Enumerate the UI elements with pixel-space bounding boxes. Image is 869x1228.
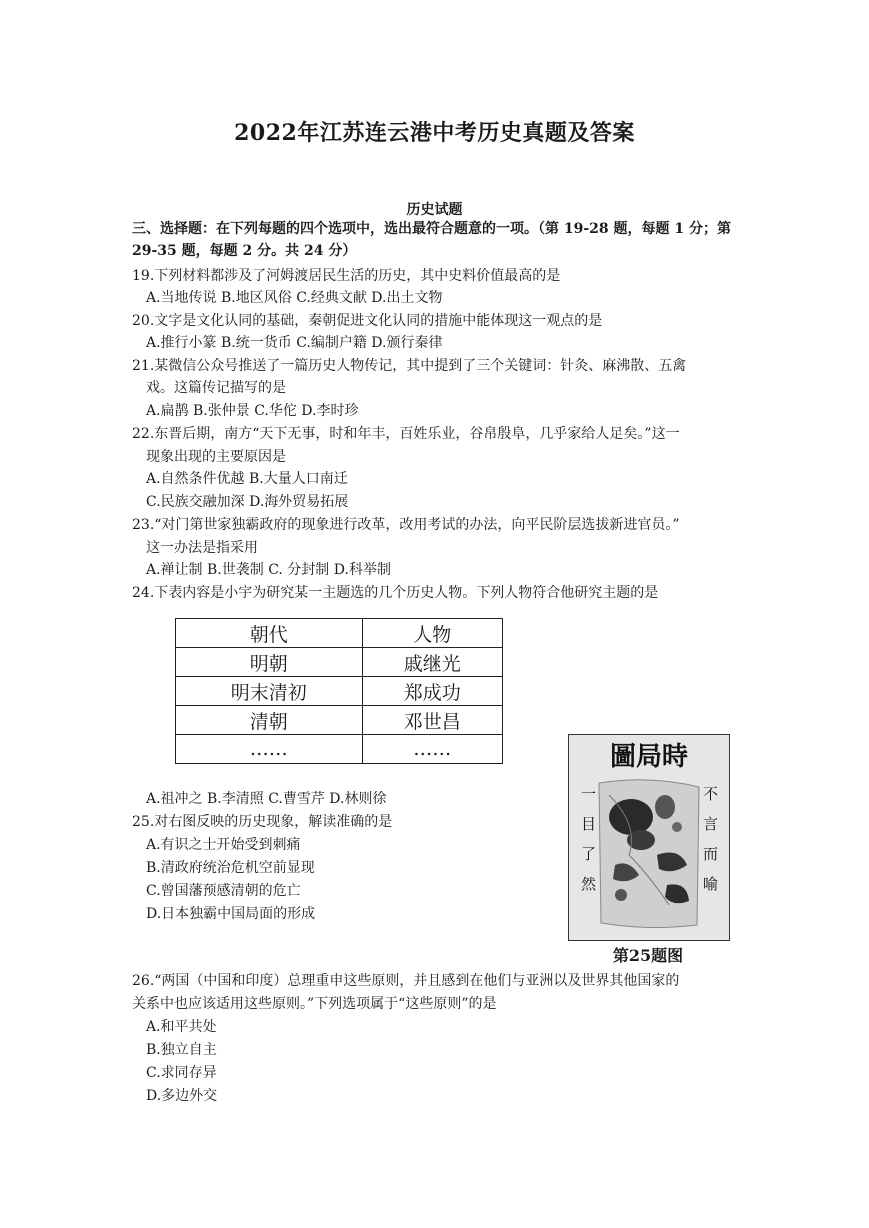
q25-stem: 25.对右图反映的历史现象，解读准确的是 [132, 814, 393, 830]
table-cell: 人物 [362, 619, 503, 648]
cartoon-illustration [569, 735, 729, 940]
q22-options-row2: C.民族交融加深 D.海外贸易拓展 [146, 494, 349, 510]
q22-stem-line1: 22.东晋后期，南方“天下无事，时和年丰，百姓乐业，谷帛殷阜，几乎家给人足矣。”这一 [132, 426, 680, 442]
q19-options: A.当地传说 B.地区风俗 C.经典文献 D.出土文物 [146, 290, 443, 306]
q20-stem: 20.文字是文化认同的基础，秦朝促进文化认同的措施中能体现这一观点的是 [132, 313, 603, 329]
svg-text:不: 不 [703, 785, 719, 803]
q23-stem-line2: 这一办法是指采用 [146, 540, 258, 556]
q26-option-b: B.独立自主 [146, 1042, 217, 1058]
table-cell: 朝代 [176, 619, 363, 648]
q25-option-a: A.有识之士开始受到刺痛 [146, 837, 301, 853]
q25-figure-caption: 第25题图 [612, 946, 684, 965]
q21-stem-line2: 戏。这篇传记描写的是 [146, 380, 286, 396]
q25-figure [568, 734, 730, 941]
table-row [176, 735, 503, 764]
table-row [176, 706, 503, 735]
svg-text:而: 而 [703, 845, 719, 863]
instructions: 三、选择题：在下列每题的四个选项中，选出最符合题意的一项。（第 19-28 题，每题 1 分；第 29-35 题，每题 2 分。共 24 分） [132, 221, 732, 259]
table-cell: 郑成功 [362, 677, 503, 706]
svg-text:言: 言 [703, 815, 719, 833]
q25-option-c: C.曾国藩预感清朝的危亡 [146, 883, 301, 899]
q26-stem-line2: 关系中也应该适用这些原则。”下列选项属于“这些原则”的是 [132, 996, 497, 1012]
q22-options-row1: A.自然条件优越 B.大量人口南迁 [146, 471, 348, 487]
table-row [176, 648, 503, 677]
q25-option-d: D.日本独霸中国局面的形成 [146, 906, 316, 922]
q26-stem-line1: 26.“两国（中国和印度）总理重申这些原则，并且感到在他们与亚洲以及世界其他国家的 [132, 973, 680, 989]
q19-stem: 19.下列材料都涉及了河姆渡居民生活的历史，其中史料价值最高的是 [132, 268, 561, 284]
svg-text:然: 然 [581, 875, 597, 893]
q26-option-a: A.和平共处 [146, 1019, 217, 1035]
table-cell: 明末清初 [176, 677, 363, 706]
q26-option-c: C.求同存异 [146, 1065, 217, 1081]
table-cell: …… [362, 735, 503, 764]
q26-option-d: D.多边外交 [146, 1088, 218, 1104]
table-cell: 明朝 [176, 648, 363, 677]
q21-options: A.扁鹊 B.张仲景 C.华佗 D.李时珍 [146, 403, 359, 419]
table-row [176, 619, 503, 648]
svg-text:喻: 喻 [703, 875, 719, 893]
figure-header: 圖局時 [609, 742, 689, 772]
table-row [176, 677, 503, 706]
document-title: 2022年江苏连云港中考历史真题及答案 [234, 120, 635, 146]
q21-stem-line1: 21.某微信公众号推送了一篇历史人物传记，其中提到了三个关键词：针灸、麻沸散、五禽 [132, 358, 687, 374]
table-cell: 戚继光 [362, 648, 503, 677]
q24-table [175, 618, 503, 764]
q23-options: A.禅让制 B.世袭制 C. 分封制 D.科举制 [146, 562, 391, 578]
q24-options: A.祖冲之 B.李清照 C.曹雪芹 D.林则徐 [146, 791, 387, 807]
section-title: 历史试题 [406, 202, 463, 218]
q23-stem-line1: 23.“对门第世家独霸政府的现象进行改革，改用考试的办法，向平民阶层选拔新进官员。” [132, 517, 680, 533]
table-cell: …… [176, 735, 363, 764]
q25-option-b: B.清政府统治危机空前显现 [146, 860, 315, 876]
svg-text:了: 了 [581, 845, 597, 863]
svg-text:一: 一 [581, 785, 597, 803]
q22-stem-line2: 现象出现的主要原因是 [146, 449, 286, 465]
table-cell: 邓世昌 [362, 706, 503, 735]
q20-options: A.推行小篆 B.统一货币 C.编制户籍 D.颁行秦律 [146, 335, 443, 351]
q24-stem: 24.下表内容是小宇为研究某一主题选的几个历史人物。下列人物符合他研究主题的是 [132, 585, 659, 601]
svg-text:目: 目 [581, 815, 597, 833]
table-cell: 清朝 [176, 706, 363, 735]
